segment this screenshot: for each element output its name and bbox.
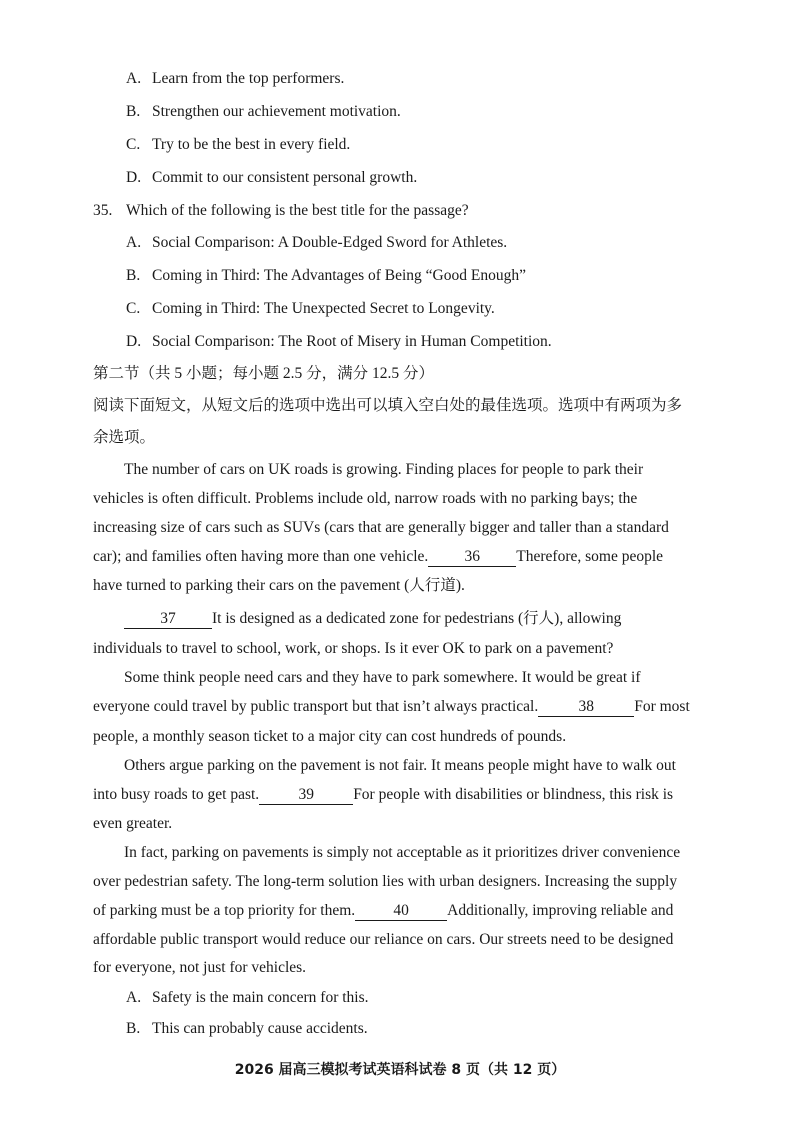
q35-option-a	[126, 233, 507, 253]
passage-text: Therefore, some people	[516, 548, 664, 565]
q34-option-c	[126, 135, 350, 155]
option-letter: D.	[126, 169, 142, 186]
q35-option-d	[126, 332, 552, 352]
blank-37[interactable]: 37	[124, 610, 212, 629]
option-letter: A.	[126, 234, 142, 251]
passage-line: In fact, parking on pavements is simply not acceptable as it prioritizes driver convenience	[124, 844, 681, 861]
blank-36[interactable]: 36	[428, 548, 516, 567]
q35-option-c	[126, 299, 495, 319]
option-letter: C.	[126, 300, 141, 317]
option-text: Coming in Third: The Unexpected Secret to Longevity.	[152, 300, 495, 317]
option-letter: C.	[126, 136, 141, 153]
passage-text: of parking must be a top priority for them.	[93, 902, 356, 919]
blank-40[interactable]: 40	[355, 902, 447, 921]
passage-text: For most	[634, 698, 690, 715]
option-letter: A.	[126, 70, 142, 87]
option-text: Strengthen our achievement motivation.	[152, 103, 401, 120]
option-text: Safety is the main concern for this.	[152, 989, 369, 1006]
option-letter: B.	[126, 267, 141, 284]
passage-line: Some think people need cars and they have to park somewhere. It would be great if	[124, 669, 641, 686]
passage-line: for everyone, not just for vehicles.	[93, 959, 307, 976]
option-letter: D.	[126, 333, 142, 350]
q35-stem	[93, 201, 469, 221]
passage-text: It is designed as a dedicated zone for pedestrians (行人), allowing	[212, 610, 622, 627]
option-text: Social Comparison: A Double-Edged Sword for Athletes.	[152, 234, 508, 251]
page-footer: 2026 届高三模拟考试英语科试卷 8 页（共 12 页）	[234, 1062, 566, 1078]
q35-option-b	[126, 266, 526, 286]
answer-option-a	[126, 988, 369, 1008]
option-text: Learn from the top performers.	[152, 70, 345, 87]
question-text: Which of the following is the best title for the passage?	[126, 202, 469, 219]
section-instruction-line1: 阅读下面短文，从短文后的选项中选出可以填入空白处的最佳选项。选项中有两项为多	[93, 397, 683, 414]
section-instruction-line2: 余选项。	[93, 429, 156, 446]
blank-39[interactable]: 39	[259, 786, 353, 805]
q34-option-d	[126, 168, 417, 188]
q34-option-a	[126, 69, 344, 89]
passage-line: The number of cars on UK roads is growing. Finding places for people to park their	[124, 461, 644, 478]
passage-line: vehicles is often difficult. Problems include old, narrow roads with no parking bays; the	[93, 490, 638, 507]
answer-option-b	[126, 1019, 368, 1039]
passage-line: Others argue parking on the pavement is not fair. It means people might have to walk out	[124, 757, 676, 774]
passage-line: affordable public transport would reduce our reliance on cars. Our streets need to be designed	[93, 931, 674, 948]
option-letter: A.	[126, 989, 142, 1006]
question-number: 35.	[93, 202, 113, 219]
passage-line-with-blank-38	[93, 697, 713, 717]
passage-line: have turned to parking their cars on the pavement (人行道).	[93, 577, 465, 594]
passage-line-with-blank-39	[93, 785, 713, 805]
q34-option-b	[126, 102, 401, 122]
passage-text: car); and families often having more than one vehicle.	[93, 548, 429, 565]
passage-text: everyone could travel by public transport but that isn’t always practical.	[93, 698, 539, 715]
passage-line-with-blank-40	[93, 901, 713, 921]
section-heading: 第二节（共 5 小题；每小题 2.5 分，满分 12.5 分）	[93, 365, 435, 382]
passage-line: individuals to travel to school, work, or shops. Is it ever OK to park on a pavement?	[93, 640, 614, 657]
blank-38[interactable]: 38	[538, 698, 634, 717]
passage-text: Additionally, improving reliable and	[447, 902, 674, 919]
option-text: This can probably cause accidents.	[152, 1020, 368, 1037]
passage-line: increasing size of cars such as SUVs (cars that are generally bigger and taller than a standard	[93, 519, 669, 536]
option-text: Social Comparison: The Root of Misery in Human Competition.	[152, 333, 552, 350]
passage-text: For people with disabilities or blindness, this risk is	[353, 786, 674, 803]
passage-text: into busy roads to get past.	[93, 786, 260, 803]
passage-line-with-blank-36	[93, 547, 713, 567]
passage-line-with-blank-37	[124, 609, 621, 629]
option-text: Coming in Third: The Advantages of Being “Good Enough”	[152, 267, 526, 284]
passage-line: people, a monthly season ticket to a major city can cost hundreds of pounds.	[93, 728, 567, 745]
option-letter: B.	[126, 1020, 141, 1037]
option-text: Try to be the best in every field.	[152, 136, 351, 153]
passage-line: over pedestrian safety. The long-term solution lies with urban designers. Increasing the supply	[93, 873, 678, 890]
option-text: Commit to our consistent personal growth.	[152, 169, 418, 186]
option-letter: B.	[126, 103, 141, 120]
passage-line: even greater.	[93, 815, 173, 832]
